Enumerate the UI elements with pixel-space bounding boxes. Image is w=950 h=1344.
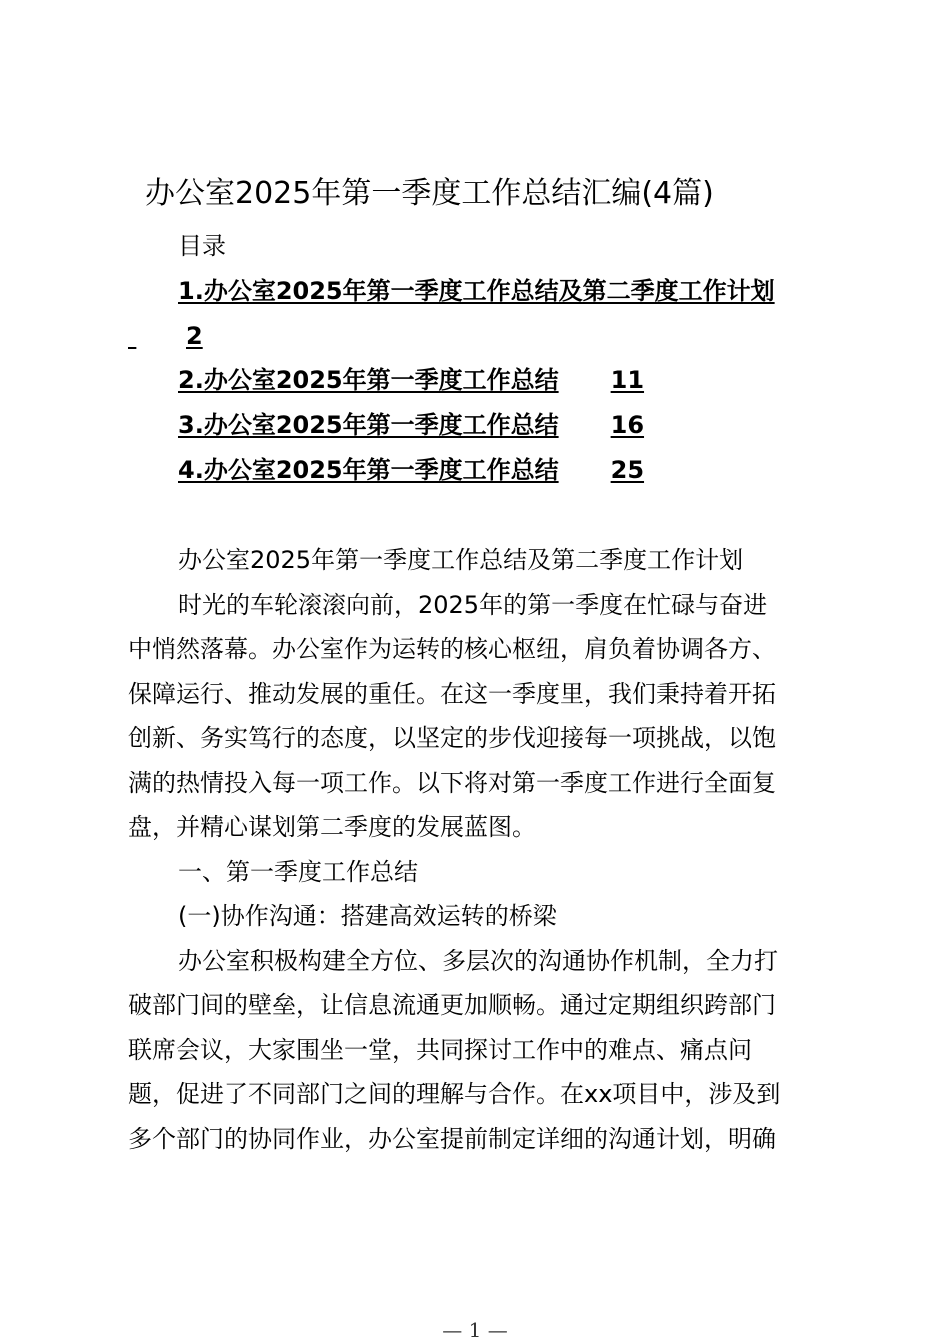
toc-leader xyxy=(559,362,611,398)
paragraph-line: 中悄然落幕。办公室作为运转的核心枢纽，肩负着协调各方、 xyxy=(128,635,776,663)
toc-entry-4-text: 4.办公室2025年第一季度工作总结 xyxy=(178,456,559,484)
article-body xyxy=(128,538,828,1161)
subsection-heading: (一)协作沟通：搭建高效运转的桥梁 xyxy=(178,902,557,930)
paragraph-line: 办公室积极构建全方位、多层次的沟通协作机制，全力打 xyxy=(178,946,778,975)
toc-entry-2[interactable] xyxy=(178,362,644,398)
toc-entry-2-page: 11 xyxy=(610,366,645,394)
paragraph-line: 联席会议，大家围坐一堂，共同探讨工作中的难点、痛点问 xyxy=(128,1035,752,1064)
toc-entry-4-page: 25 xyxy=(610,456,645,484)
toc-leader xyxy=(559,407,611,443)
paragraph-line: 满的热情投入每一项工作。以下将对第一季度工作进行全面复 xyxy=(128,768,776,797)
toc-leader xyxy=(128,318,186,354)
toc-leader xyxy=(559,452,611,488)
page-number: — 1 — xyxy=(442,1318,508,1342)
toc-entry-3[interactable] xyxy=(178,407,644,443)
toc-entry-1-page-line[interactable] xyxy=(128,318,203,354)
toc-entry-1[interactable] xyxy=(178,273,775,309)
paragraph-line: 题，促进了不同部门之间的理解与合作。在xx项目中，涉及到 xyxy=(128,1080,781,1108)
toc-entry-3-text: 3.办公室2025年第一季度工作总结 xyxy=(178,411,559,439)
section-heading: 一、第一季度工作总结 xyxy=(178,857,418,886)
toc-heading: 目录 xyxy=(178,232,226,260)
article-title: 办公室2025年第一季度工作总结及第二季度工作计划 xyxy=(178,546,744,574)
toc-entry-1-page: 2 xyxy=(186,322,203,350)
paragraph-line: 创新、务实笃行的态度，以坚定的步伐迎接每一项挑战，以饱 xyxy=(128,724,776,752)
toc-entry-3-page: 16 xyxy=(610,411,645,439)
toc-entry-4[interactable] xyxy=(178,452,644,488)
paragraph-line: 盘，并精心谋划第二季度的发展蓝图。 xyxy=(128,813,536,841)
paragraph-line: 时光的车轮滚滚向前，2025年的第一季度在忙碌与奋进 xyxy=(178,590,768,619)
paragraph-line: 破部门间的壁垒，让信息流通更加顺畅。通过定期组织跨部门 xyxy=(128,991,776,1019)
document-title: 办公室2025年第一季度工作总结汇编(4篇) xyxy=(145,176,714,211)
paragraph-line: 保障运行、推动发展的重任。在这一季度里，我们秉持着开拓 xyxy=(128,679,776,708)
toc-entry-1-text: 1.办公室2025年第一季度工作总结及第二季度工作计划 xyxy=(178,277,775,305)
toc-entry-2-text: 2.办公室2025年第一季度工作总结 xyxy=(178,366,559,394)
paragraph-line: 多个部门的协同作业，办公室提前制定详细的沟通计划，明确 xyxy=(128,1124,776,1153)
